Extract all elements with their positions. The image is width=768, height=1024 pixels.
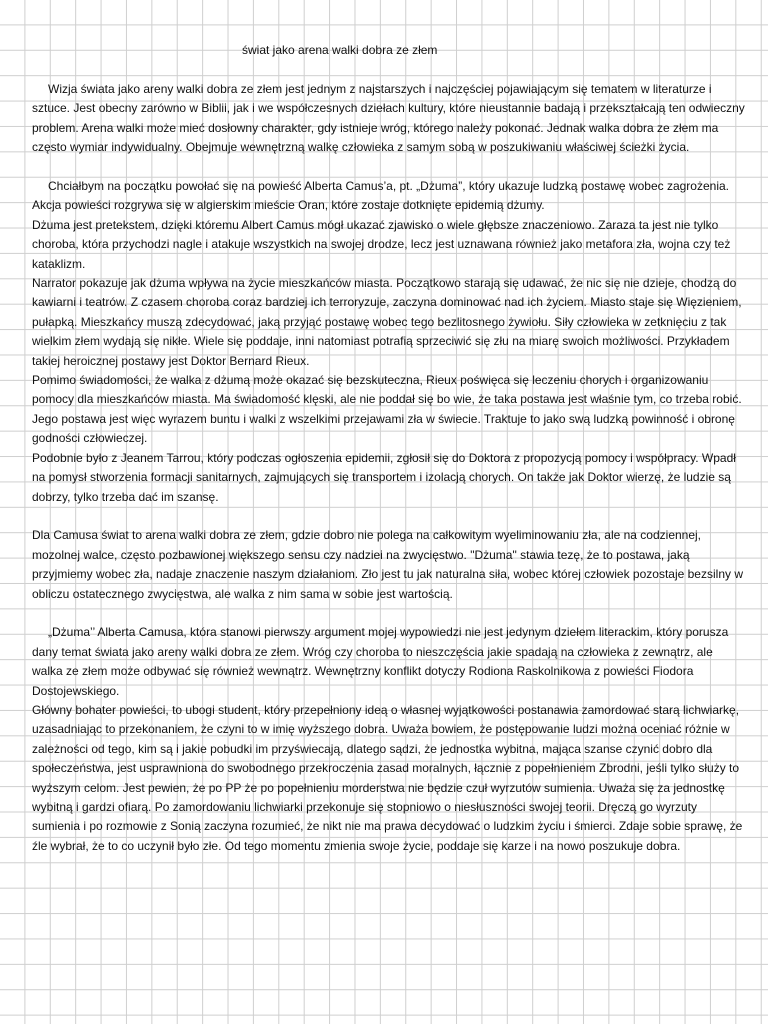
paragraph-intro: Wizja świata jako areny walki dobra ze złem jest jednym z najstarszych i najczęściej pojawiającym się tematem w literaturze i sztuce. Jest obecny zarówno w Biblii, jak i we współczesnych dziełach kultury, które nieustannie badają i przekształcają ten odwieczny problem. Arena walki może mieć dosłowny charakter, gdy istnieje wróg, którego należy pokonać. Jednak walka dobra ze złem ma często wymiar indywidualny. Obejmuje wewnętrzną walkę człowieka z samym sobą w poszukiwaniu właściwej ścieżki życia.	[32, 82, 745, 155]
paragraph-raskolnikov: Główny bohater powieści, to ubogi student, który przepełniony ideą o własnej wyjątkowości postanawia zamordować starą lichwiarkę, uzasadniając to przekonaniem, że czyni to w imię wyższego dobra. Uważa bowiem, że postępowanie ludzi można oceniać różnie w zależności od tego, kim są i jakie pobudki im przyświecają, dlatego sądzi, że jednostka wybitna, mająca szanse czynić dobro dla społeczeństwa, jest usprawniona do swobodnego przekroczenia zasad moralnych, łącznie z popełnieniem Zbrodni, jeśli tylko służy to wyższym celom. Jest pewien, że po PP że po popełnieniu morderstwa nie będzie czuł wyrzutów sumienia. Uważa się za jednostkę wybitną i gardzi ofiarą. Po zamordowaniu lichwiarki przekonuje się stopniowo o niesłuszności swojej teorii. Dręczą go wyrzuty sumienia i po rozmowie z Sonią zaczyna rozumieć, że nikt nie ma prawa decydować o ludzkim życiu i śmierci. Zdaje sobie sprawę, że źle wybrał, że to co uczynił było złe. Od tego momentu zmienia swoje życie, poddaje się karze i na nowo poszukuje dobra.	[32, 702, 743, 853]
paragraph-narrator: Narrator pokazuje jak dżuma wpływa na życie mieszkańców miasta. Początkowo starają się udawać, że nic się nie dzieje, chodzą do kawiarni i teatrów. Z czasem choroba coraz bardziej ich terroryzuje, zaczyna dominować nad ich życiem. Miasto staje się Więzieniem, pułapką. Mieszkańcy muszą zdecydować, jaką przyjąć postawę wobec tego bezlitosnego żywiołu. Siły człowieka w zetknięciu z tak wielkim złem wydają się nikłe. Wiele się poddaje, inni natomiast potrafią sprzeciwić się złu na miarę swoich możliwości. Przykładem takiej heroicznej postawy jest Doktor Bernard Rieux.	[32, 276, 742, 368]
document-body	[32, 80, 745, 856]
document-title: świat jako arena walki dobra ze złem	[242, 43, 438, 57]
paragraph-tarrou: Podobnie było z Jeanem Tarrou, który podczas ogłoszenia epidemii, zgłosił się do Doktora z propozycją pomocy i współpracy. Wpadł na pomysł stworzenia formacji sanitarnych, zajmujących się transportem i izolacją chorych. On także jak Doktor wierzę, że ludzie są dobrzy, tylko trzeba dać im szansę.	[32, 450, 736, 504]
paragraph-plague-metaphor: Dżuma jest pretekstem, dzięki któremu Albert Camus mógł ukazać zjawisko o wiele głębsze znaczeniowo. Zaraza ta jest nie tylko choroba, która przychodzi nagle i atakuje wszystkich na swojej drodze, lecz jest uznawana również jako metafora zła, wojna czy też kataklizm.	[32, 217, 731, 271]
paragraph-rieux: Pomimo świadomości, że walka z dżumą może okazać się bezskuteczna, Rieux poświęca się leczeniu chorych i organizowaniu pomocy dla mieszkańców miasta. Ma świadomość klęski, ale nie poddał się bo wie, że taka postawa jest właśnie tym, co trzeba robić. Jego postawa jest więc wyrazem buntu i walki z wszelkimi przejawami zła w świecie. Traktuje to jako swą ludzką powinność i obronę godności człowieczej.	[32, 373, 742, 446]
paragraph-camus-summary: Dla Camusa świat to arena walki dobra ze złem, gdzie dobro nie polega na całkowitym wyeliminowaniu zła, ale na codziennej, mozolnej walce, często pozbawionej większego sensu czy nadziei na zwycięstwo. "Dżuma" stawia tezę, że to postawa, jaką przyjmiemy wobec zła, nadaje znaczenie naszym działaniom. Zło jest tu jak naturalna siła, wobec której człowiek pozostaje bezsilny w obliczu ostatecznego zwycięstwa, ale walka z nim sama w sobie jest wartością.	[32, 528, 743, 601]
paragraph-gap	[32, 158, 745, 177]
paragraph-dostoevsky-intro: „Dżuma’’ Alberta Camusa, która stanowi pierwszy argument mojej wypowiedzi nie jest jedynym dziełem literackim, który porusza dany temat świata jako areny walki dobra ze złem. Wróg czy choroba to nieszczęścia jakie spadają na człowieka z zewnątrz, ale walka ze złem może odbywać się również wewnątrz. Wewnętrzny konflikt dotyczy Rodiona Raskolnikowa z powieści Fiodora Dostojewskiego.	[32, 625, 729, 698]
paragraph-camus-intro: Chciałbym na początku powołać się na powieść Alberta Camus’a, pt. „Dżuma”, który ukazuje ludzką postawę wobec zagrożenia. Akcja powieści rozgrywa się w algierskim mieście Oran, które zostaje dotknięte epidemią dżumy.	[32, 179, 729, 213]
paragraph-gap	[32, 604, 745, 623]
paragraph-gap	[32, 507, 745, 526]
